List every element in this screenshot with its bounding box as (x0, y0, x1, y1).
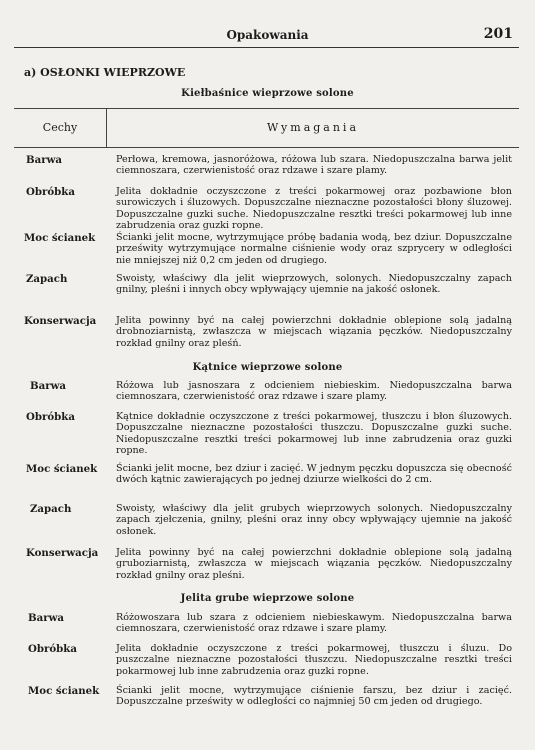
row-term: Obróbka (26, 411, 75, 423)
page-number: 201 (483, 26, 513, 42)
group-title: Kątnice wieprzowe solone (192, 362, 343, 373)
row-term: Moc ścianek (28, 685, 100, 697)
group-title: Kiełbaśnice wieprzowe solone (181, 88, 354, 99)
row-description: Jelita powinny być na całej powierzchni dokładnie oblepione solą jadalną drobnoziarnistą, zwłaszcza w miejscach wiązania pęczków. Niedopuszczalny rozkład gnilny oraz pleśń. (116, 315, 512, 349)
column-header-features: Cechy (42, 121, 78, 134)
page-header (0, 26, 535, 46)
row-term: Moc ścianek (26, 463, 98, 475)
header-rule (14, 47, 519, 48)
row-description: Jelita powinny być na całej powierzchni dokładnie oblepione solą jadalną gruboziarnistą, zwłaszcza w miejscach wiązania pęczków. Niedopuszczalny rozkład gnilny oraz pleśni. (116, 547, 512, 581)
row-term: Moc ścianek (24, 232, 96, 244)
row-description: Różowa lub jasnoszara z odcieniem niebieskim. Niedopuszczalna barwa ciemnoszara, czerwienistość oraz rdzawe i szare plamy. (116, 380, 512, 403)
row-description: Ścianki jelit mocne, bez dziur i zacięć. W jednym pęczku dopuszcza się obecność dwóch kątnic zawierających po jednej dziurze wielkości do 2 cm. (116, 463, 512, 486)
row-term: Barwa (28, 612, 64, 624)
row-term: Barwa (30, 380, 66, 392)
row-description: Jelita dokładnie oczyszczone z treści pokarmowej, tłuszczu i śluzu. Do puszczalne nieznaczne pozostałości tłuszczu. Niedopuszczalne resztki treści pokarmowej lub inne zabrudzenia oraz guzki ropne. (116, 643, 512, 677)
section-title: a) OSŁONKI WIEPRZOWE (24, 66, 186, 79)
row-description: Ścianki jelit mocne, wytrzymujące próbę badania wodą, bez dziur. Dopuszczalne prześwity wytrzymujące normalne ciśnienie wody oraz szprycery w odległości nie mniejszej niż 0,2 cm jeden od drugiego. (116, 232, 512, 266)
row-term: Konserwacja (26, 547, 99, 559)
row-description: Jelita dokładnie oczyszczone z treści pokarmowej oraz pozbawione błon surowiczych i śluzowych. Dopuszczalne nieznaczne pozostałości błony śluzowej. Dopuszczalne guzki suche. Niedopuszczalne resztki treści pokarmowej lub inne zabrudzenia oraz guzki ropne. (116, 186, 512, 232)
row-term: Zapach (26, 273, 68, 285)
row-description: Perłowa, kremowa, jasnoróżowa, różowa lub szara. Niedopuszczalna barwa jelit ciemnoszara, czerwienistość oraz rdzawe i szare plamy. (116, 154, 512, 177)
row-term: Zapach (30, 503, 72, 515)
row-description: Różowoszara lub szara z odcieniem niebieskawym. Niedopuszczalna barwa ciemnoszara, czerwienistość oraz rdzawe i szare plamy. (116, 612, 512, 635)
row-term: Obróbka (26, 186, 75, 198)
row-term: Konserwacja (24, 315, 97, 327)
row-description: Swoisty, właściwy dla jelit wieprzowych, solonych. Niedopuszczalny zapach gnilny, pleśni i innych obcy wpływający ujemnie na jakość osłonek. (116, 273, 512, 296)
row-description: Kątnice dokładnie oczyszczone z treści pokarmowej, tłuszczu i błon śluzowych. Dopuszczalne nieznaczne pozostałości tłuszczu. Dopuszczalne guzki suche. Niedopuszczalne resztki treści pokarmowej lub inne zabrudzenia oraz guzki ropne. (116, 411, 512, 457)
row-description: Ścianki jelit mocne, wytrzymujące ciśnienie farszu, bez dziur i zacięć. Dopuszczalne prześwity w odległości co najmniej 50 cm jeden od drugiego. (116, 685, 512, 708)
column-header-requirements: Wymagania (266, 121, 360, 134)
group-title: Jelita grube wieprzowe solone (180, 593, 355, 604)
row-term: Obróbka (28, 643, 77, 655)
running-title: Opakowania (226, 28, 309, 42)
row-description: Swoisty, właściwy dla jelit grubych wieprzowych solonych. Niedopuszczalny zapach zjełczenia, gnilny, pleśni oraz inny obcy wpływający ujemnie na jakość osłonek. (116, 503, 512, 537)
row-term: Barwa (26, 154, 62, 166)
table-header (14, 108, 519, 148)
